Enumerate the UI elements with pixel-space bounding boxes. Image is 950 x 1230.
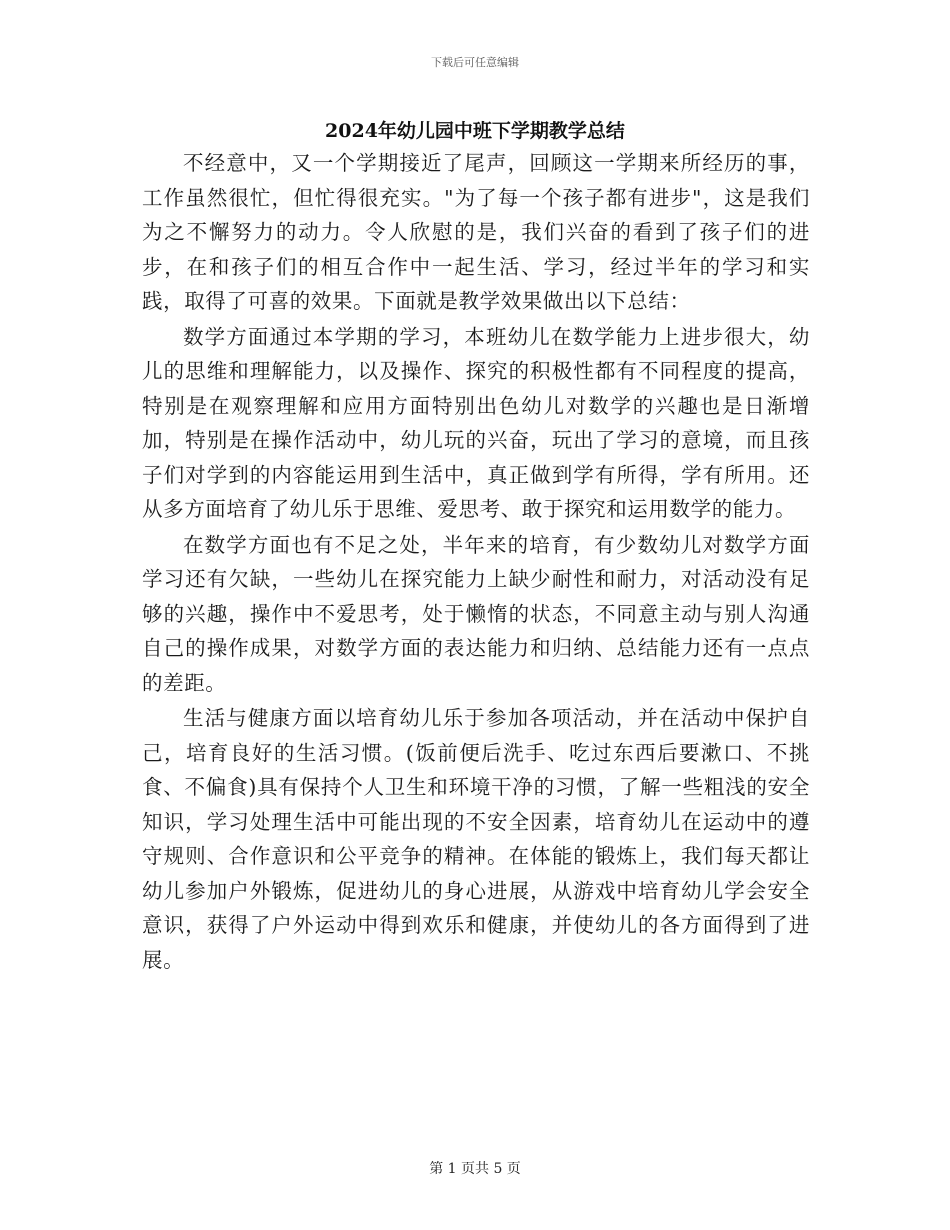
header-note: 下载后可任意编辑 [431,56,519,69]
document-title: 2024年幼儿园中班下学期教学总结 [325,120,625,142]
page-number: 第 1 页共 5 页 [429,1161,521,1177]
paragraph-math-shortcomings: 在数学方面也有不足之处，半年来的培育，有少数幼儿对数学方面学习还有欠缺，一些幼儿在探究能力上缺少耐性和耐力，对活动没有足够的兴趣，操作中不爱思考，处于懒惰的状态，不同意主动与别人沟通自己的操作成果，对数学方面的表达能力和归纳、总结能力还有一点点的差距。 [142,532,810,695]
paragraph-life-health: 生活与健康方面以培育幼儿乐于参加各项活动，并在活动中保护自己，培育良好的生活习惯。(饭前便后洗手、吃过东西后要漱口、不挑食、不偏食)具有保持个人卫生和环境干净的习惯，了解一些粗浅的安全知识，学习处理生活中可能出现的不安全因素，培育幼儿在运动中的遵守规则、合作意识和公平竞争的精神。在体能的锻炼上，我们每天都让幼儿参加户外锻炼，促进幼儿的身心进展，从游戏中培育幼儿学会安全意识，获得了户外运动中得到欢乐和健康，并使幼儿的各方面得到了进展。 [142,706,810,972]
paragraph-intro: 不经意中，又一个学期接近了尾声，回顾这一学期来所经历的事，工作虽然很忙，但忙得很充实。"为了每一个孩子都有进步"，这是我们为之不懈努力的动力。令人欣慰的是，我们兴奋的看到了孩子们的进步，在和孩子们的相互合作中一起生活、学习，经过半年的学习和实践，取得了可喜的效果。下面就是教学效果做出以下总结： [142,151,810,313]
document-body [142,146,810,978]
paragraph-math-progress: 数学方面通过本学期的学习，本班幼儿在数学能力上进步很大，幼儿的思维和理解能力，以及操作、探究的积极性都有不同程度的提高，特别是在观察理解和应用方面特别出色幼儿对数学的兴趣也是日渐增加，特别是在操作活动中，幼儿玩的兴奋，玩出了学习的意境，而且孩子们对学到的内容能运用到生活中，真正做到学有所得，学有所用。还从多方面培育了幼儿乐于思维、爱思考、敢于探究和运用数学的能力。 [142,324,810,521]
